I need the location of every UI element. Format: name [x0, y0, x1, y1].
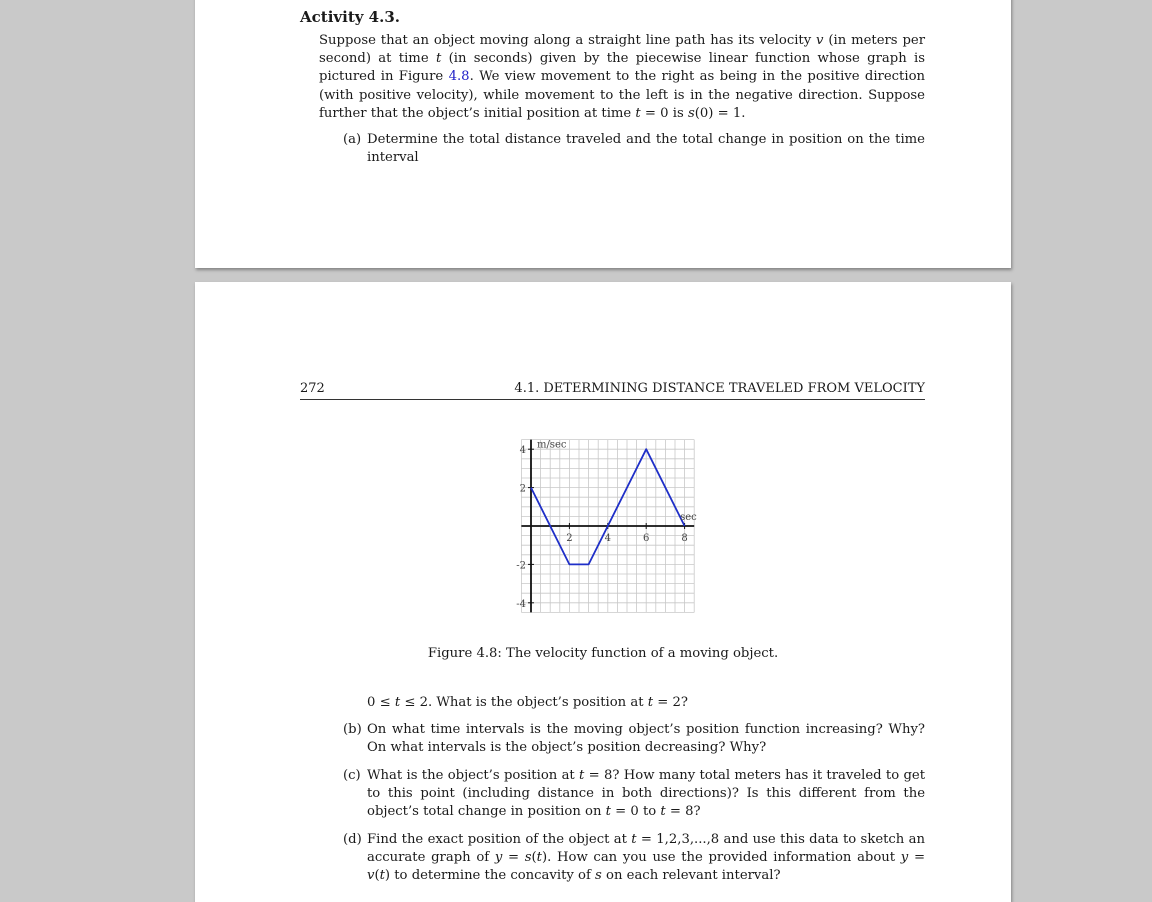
- figure-reference-link[interactable]: 4.8: [448, 69, 470, 85]
- x-tick-label: 8: [681, 533, 688, 544]
- question-a-text: Determine the total distance traveled and the total change in position on the time interval: [367, 132, 925, 166]
- question-b-text: On what time intervals is the moving object’s position function increasing? Why? On what intervals is the object’s position decreasing? Why?: [367, 722, 925, 756]
- activity-title: Activity 4.3.: [300, 8, 400, 26]
- x-tick-label: 6: [643, 533, 650, 544]
- velocity-chart: [495, 430, 725, 618]
- chart-ticks: [516, 445, 688, 610]
- y-axis-label: m/sec: [537, 439, 567, 451]
- question-a-label: (a): [343, 132, 362, 147]
- document-page-1: [195, 0, 1011, 268]
- running-head: 4.1. DETERMINING DISTANCE TRAVELED FROM VELOCITY: [514, 381, 925, 396]
- document-page-2: [195, 282, 1011, 902]
- activity-paragraph: Suppose that an object moving along a straight line path has its velocity v (in meters per second) at time t (in seconds) given by the piecewise linear function whose graph is pictured in Figure 4.8. We view movement to the right as being in the positive direction (with positive velocity), while movement to the left is in the negative direction. Suppose further that the object’s initial position at time t = 0 is s(0) = 1.: [319, 33, 926, 121]
- question-c-label: (c): [343, 768, 361, 783]
- question-a-continuation: 0 ≤ t ≤ 2. What is the object’s position at t = 2?: [367, 695, 688, 710]
- x-axis-label: sec: [680, 512, 697, 524]
- question-b: [343, 721, 925, 761]
- y-tick-label: -2: [516, 560, 526, 572]
- y-tick-label: 2: [519, 483, 526, 495]
- x-tick-label: 4: [604, 533, 611, 544]
- question-d: [343, 831, 925, 889]
- figure-caption: Figure 4.8: The velocity function of a moving object.: [427, 646, 779, 661]
- question-d-text: Find the exact position of the object at t = 1,2,3,...,8 and use this data to sketch an accurate graph of y = s(t). How can you use the provided information about y = v(t) to determine the concavity of s on each relevant interval?: [367, 832, 925, 884]
- header-rule: [300, 399, 925, 400]
- question-b-label: (b): [343, 722, 362, 737]
- question-a: [343, 131, 925, 166]
- y-tick-label: 4: [519, 445, 526, 457]
- question-d-label: (d): [343, 832, 362, 847]
- x-tick-label: 2: [566, 533, 573, 544]
- question-c-text: What is the object’s position at t = 8? How many total meters has it traveled to get to this point (including distance in both directions)? Is this different from the object’s total change in position on t = 0 to t = 8?: [367, 768, 926, 820]
- page-number: 272: [300, 381, 325, 396]
- y-tick-label: -4: [516, 598, 526, 610]
- question-c: [343, 767, 925, 825]
